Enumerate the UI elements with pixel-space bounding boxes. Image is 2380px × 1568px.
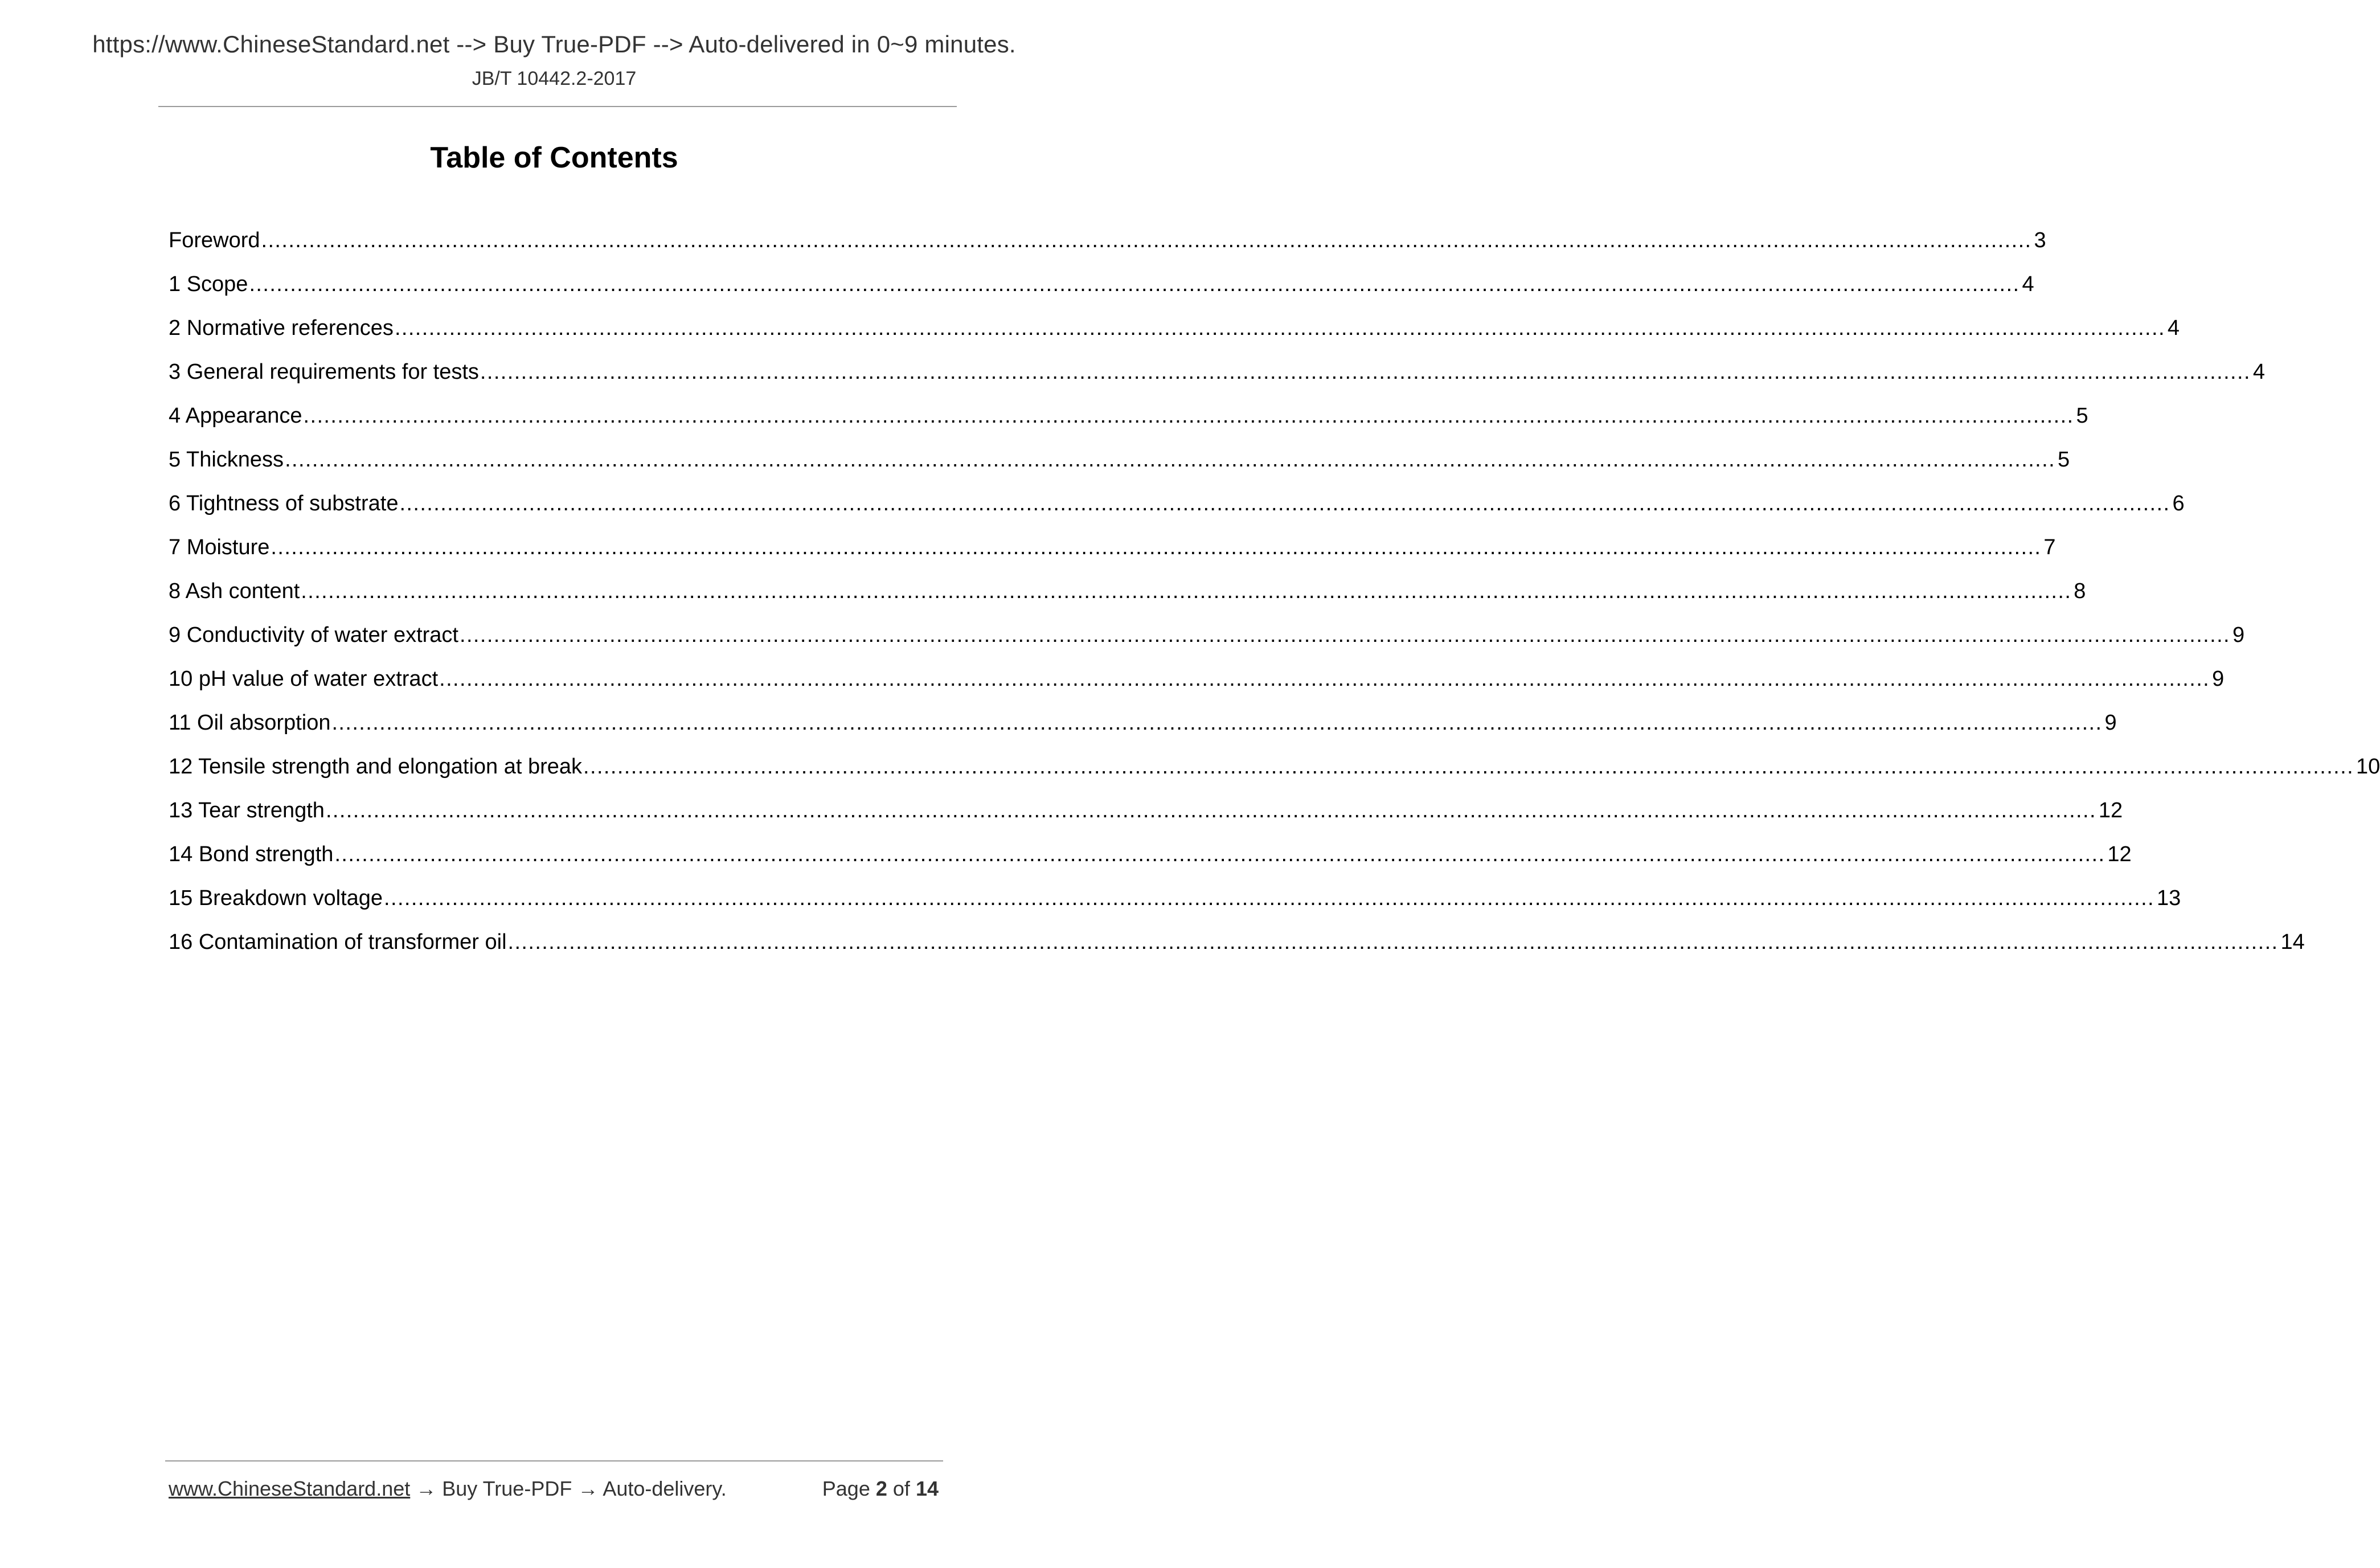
standard-number: JB/T 10442.2-2017	[472, 68, 637, 89]
toc-entry-page: 12	[2098, 799, 2123, 822]
toc-entry-label: Foreword	[169, 228, 260, 252]
page-indicator	[822, 1477, 939, 1501]
page-word: Page	[822, 1477, 870, 1500]
toc-entry-page: 8	[2074, 579, 2086, 603]
toc-entry[interactable]	[169, 840, 2132, 883]
toc-entry[interactable]	[169, 489, 2185, 533]
current-page-number: 2	[875, 1477, 887, 1500]
toc-entry[interactable]	[169, 533, 2056, 576]
footer-tagline: → Buy True-PDF → Auto-delivery.	[410, 1477, 727, 1500]
toc-entry[interactable]	[169, 313, 2180, 357]
toc-list	[169, 226, 2380, 971]
toc-entry[interactable]	[169, 357, 2266, 401]
toc-entry-label: 7 Moisture	[169, 535, 270, 559]
toc-entry-label: 14 Bond strength	[169, 842, 334, 866]
toc-entry-label: 10 pH value of water extract	[169, 667, 439, 691]
toc-entry-page: 10	[2356, 755, 2380, 779]
toc-entry-label: 11 Oil absorption	[169, 711, 331, 735]
toc-entry-page: 13	[2157, 886, 2181, 910]
toc-entry-page: 5	[2058, 448, 2070, 472]
toc-title: Table of Contents	[430, 141, 678, 174]
footer-left	[169, 1477, 727, 1501]
toc-dot-leader: ....................................................................................................................................................................................................................................................................	[249, 272, 2020, 296]
toc-entry-label: 2 Normative references	[169, 316, 394, 340]
toc-dot-leader: ....................................................................................................................................................................................................................................................................	[399, 492, 2170, 515]
toc-entry[interactable]	[169, 664, 2225, 708]
toc-dot-leader: ....................................................................................................................................................................................................................................................................	[507, 930, 2279, 954]
toc-dot-leader: ....................................................................................................................................................................................................................................................................	[480, 360, 2251, 384]
toc-entry-page: 3	[2034, 228, 2046, 252]
footer-divider	[165, 1460, 943, 1461]
toc-entry-page: 14	[2280, 930, 2305, 954]
toc-entry-page: 4	[2252, 360, 2266, 384]
toc-entry-page: 4	[2022, 272, 2034, 296]
header-url-line: https://www.ChineseStandard.net --> Buy True-PDF --> Auto-delivered in 0~9 minutes.	[92, 31, 1016, 58]
toc-entry-label: 3 General requirements for tests	[169, 360, 479, 384]
toc-entry-page: 9	[2212, 667, 2225, 691]
toc-entry-page: 4	[2167, 316, 2180, 340]
toc-dot-leader: ....................................................................................................................................................................................................................................................................	[303, 404, 2074, 428]
toc-entry[interactable]	[169, 445, 2070, 489]
toc-entry-label: 9 Conductivity of water extract	[169, 623, 458, 647]
toc-entry[interactable]	[169, 752, 2380, 796]
toc-dot-leader: ....................................................................................................................................................................................................................................................................	[331, 711, 2103, 735]
toc-entry[interactable]	[169, 883, 2181, 927]
toc-dot-leader: ....................................................................................................................................................................................................................................................................	[301, 579, 2072, 603]
toc-entry-page: 9	[2104, 711, 2117, 735]
toc-entry[interactable]	[169, 576, 2086, 620]
of-word: of	[892, 1477, 910, 1500]
toc-entry-label: 13 Tear strength	[169, 799, 325, 822]
toc-entry[interactable]	[169, 401, 2088, 445]
toc-dot-leader: ....................................................................................................................................................................................................................................................................	[394, 316, 2165, 340]
toc-entry-label: 4 Appearance	[169, 404, 302, 428]
toc-dot-leader: ....................................................................................................................................................................................................................................................................	[325, 799, 2096, 822]
header-divider	[158, 106, 957, 107]
toc-dot-leader: ....................................................................................................................................................................................................................................................................	[583, 755, 2354, 779]
toc-entry-page: 5	[2076, 404, 2088, 428]
toc-entry[interactable]	[169, 269, 2034, 313]
toc-entry-page: 9	[2232, 623, 2245, 647]
footer-site-link[interactable]: www.ChineseStandard.net	[169, 1477, 411, 1500]
toc-entry-label: 15 Breakdown voltage	[169, 886, 383, 910]
toc-entry-label: 1 Scope	[169, 272, 248, 296]
total-page-count: 14	[915, 1477, 939, 1500]
toc-entry-label: 6 Tightness of substrate	[169, 492, 399, 515]
toc-entry[interactable]	[169, 796, 2123, 840]
toc-entry-page: 7	[2043, 535, 2056, 559]
toc-entry-page: 12	[2107, 842, 2132, 866]
toc-entry[interactable]	[169, 226, 2046, 269]
toc-entry-label: 12 Tensile strength and elongation at break	[169, 755, 583, 779]
toc-dot-leader: ....................................................................................................................................................................................................................................................................	[439, 667, 2210, 691]
toc-entry-label: 8 Ash content	[169, 579, 300, 603]
toc-dot-leader: ....................................................................................................................................................................................................................................................................	[460, 623, 2230, 647]
toc-dot-leader: ....................................................................................................................................................................................................................................................................	[285, 448, 2056, 472]
toc-dot-leader: ....................................................................................................................................................................................................................................................................	[261, 228, 2032, 252]
toc-entry-page: 6	[2172, 492, 2185, 515]
toc-entry[interactable]	[169, 620, 2245, 664]
toc-entry[interactable]	[169, 708, 2117, 752]
toc-entry-label: 16 Contamination of transformer oil	[169, 930, 507, 954]
toc-dot-leader: ....................................................................................................................................................................................................................................................................	[384, 886, 2155, 910]
toc-dot-leader: ....................................................................................................................................................................................................................................................................	[271, 535, 2042, 559]
toc-dot-leader: ....................................................................................................................................................................................................................................................................	[334, 842, 2105, 866]
toc-entry[interactable]	[169, 927, 2305, 971]
toc-entry-label: 5 Thickness	[169, 448, 284, 472]
